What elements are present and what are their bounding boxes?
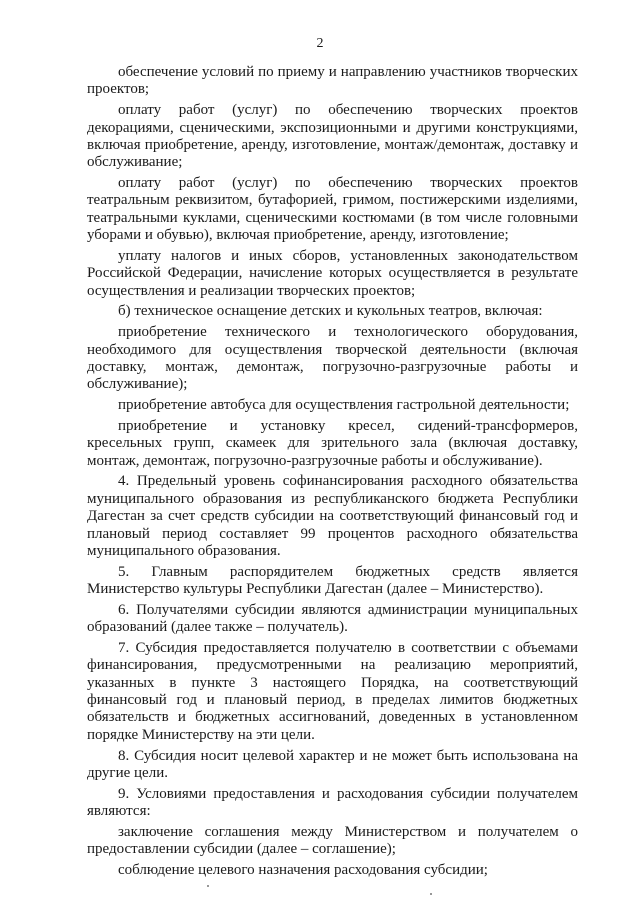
paragraph-clause-4: 4. Предельный уровень софинансирования расходного обязательства муниципального образования из республиканского бюджета Республики Дагестан за счет средств субсидии на соответствующий финансовый год и плановый период составляет 99 процентов расходного обязательства муниципального образования. (87, 473, 578, 559)
paragraph-reception-conditions: обеспечение условий по приему и направлению участников творческих проектов; (87, 64, 578, 98)
paragraph-clause-5: 5. Главным распорядителем бюджетных средств является Министерство культуры Республики Дагестан (далее – Министерство). (87, 563, 578, 598)
scan-artifact (207, 885, 209, 887)
document-body (87, 64, 578, 879)
paragraph-clause-8: 8. Субсидия носит целевой характер и не может быть использована на другие цели. (87, 747, 578, 781)
paragraph-clause-9: 9. Условиями предоставления и расходования субсидии получателем являются: (87, 785, 578, 820)
paragraph-bus-purchase: приобретение автобуса для осуществления гастрольной деятельности; (118, 397, 570, 414)
page-number: 2 (316, 36, 324, 51)
scan-artifact (430, 893, 432, 895)
paragraph-equipment-purchase: приобретение технического и технологического оборудования, необходимого для осуществления творческой деятельности (включая доставку, монтаж, демонтаж, погрузочно-разгрузочные работы и обслуживание); (87, 324, 578, 393)
paragraph-clause-6: 6. Получателями субсидии являются администрации муниципальных образований (далее также – получатель). (87, 601, 578, 636)
paragraph-seats-installation: приобретение и установку кресел, сидений-трансформеров, кресельных групп, скамеек для зрительного зала (включая доставку, монтаж, демонтаж, погрузочно-разгрузочные работы и обслуживание). (87, 417, 578, 469)
paragraph-decorations-payment: оплату работ (услуг) по обеспечению творческих проектов декорациями, сценическими, экспозиционными и другими конструкциями, включая приобретение, аренду, изготовление, монтаж/демонтаж, доставку и обслуживание; (87, 102, 578, 171)
paragraph-target-compliance: соблюдение целевого назначения расходования субсидии; (118, 861, 488, 878)
paragraph-taxes-payment: уплату налогов и иных сборов, установленных законодательством Российской Федерации, начисление которых осуществляется в результате осуществления и реализации творческих проектов; (87, 247, 578, 299)
paragraph-clause-7: 7. Субсидия предоставляется получателю в соответствии с объемами финансирования, предусмотренными на реализацию мероприятий, указанных в пункте 3 настоящего Порядка, на соответствующий финансовый год и плановый период, в пределах лимитов бюджетных обязательств и бюджетных ассигнований, доведенных в установленном порядке Министерству на эти цели. (87, 639, 578, 743)
paragraph-technical-equipment: б) техническое оснащение детских и кукольных театров, включая: (118, 303, 543, 320)
paragraph-agreement-conclusion: заключение соглашения между Министерством и получателем о предоставлении субсидии (далее – соглашение); (87, 823, 578, 858)
paragraph-props-payment: оплату работ (услуг) по обеспечению творческих проектов театральным реквизитом, бутафорией, гримом, постижерскими изделиями, театральными куклами, сценическими костюмами (в том числе головными уборами и обувью), включая приобретение, аренду, изготовление; (87, 175, 578, 244)
